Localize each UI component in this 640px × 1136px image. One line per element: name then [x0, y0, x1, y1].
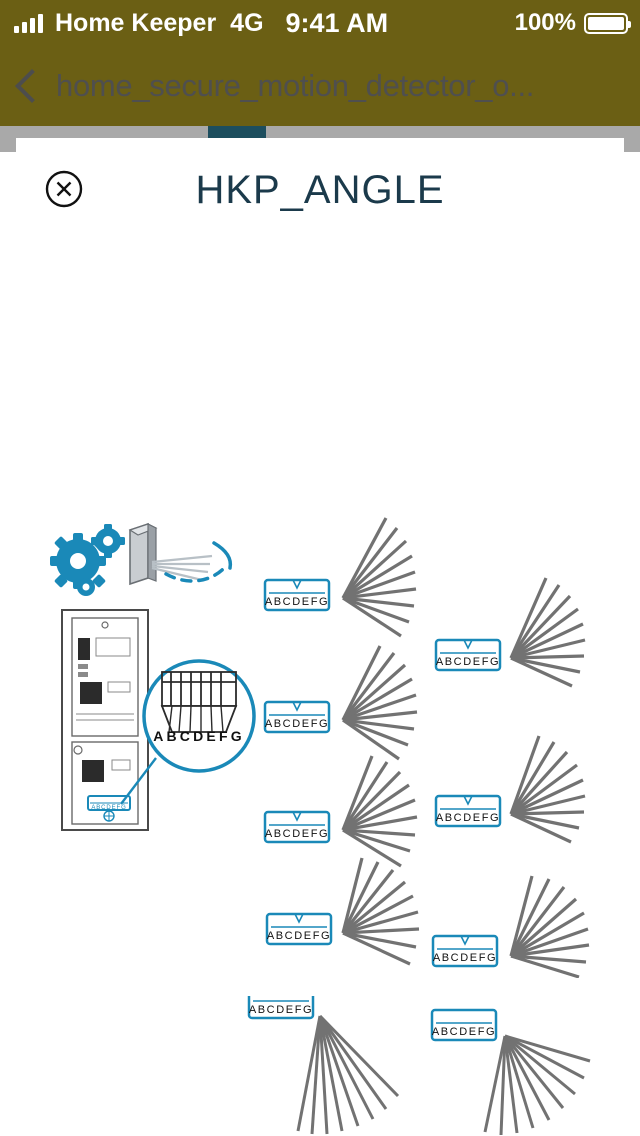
- switch-block-letters: ABCDEFG: [432, 952, 498, 964]
- switch-block-2: [436, 640, 500, 670]
- status-bar: [0, 0, 640, 46]
- fan-pattern-6: [511, 876, 589, 977]
- switch-block-letters: ABCDEFG: [266, 930, 332, 942]
- fan-pattern-3: [343, 646, 417, 759]
- switch-block-letters: ABCDEFG: [435, 812, 501, 824]
- switch-block-letters: ABCDEFG: [264, 596, 330, 608]
- fan-pattern-5: [343, 756, 417, 866]
- switch-block-letters: ABCDEFG: [264, 828, 330, 840]
- switch-block-6: [433, 936, 497, 966]
- control-panel-illustration: [62, 610, 148, 830]
- chevron-left-icon: [15, 69, 49, 103]
- bg-switch-letters: ABCDEFG: [431, 1026, 497, 1038]
- carrier-label: Home Keeper: [55, 8, 217, 37]
- motion-detector-icon: [130, 524, 230, 584]
- page-title: home_secure_motion_detector_o...: [56, 68, 535, 103]
- callout-switch-letters: ABCDEFG: [153, 728, 245, 744]
- image-viewer-modal: [16, 138, 624, 996]
- back-button[interactable]: [0, 46, 56, 126]
- gears-icon: [50, 524, 125, 596]
- switch-block-letters: ABCDEFG: [264, 718, 330, 730]
- background-diagram-bottom: [0, 996, 640, 1136]
- fan-pattern-1: [343, 518, 416, 636]
- status-bar-right: [515, 9, 628, 37]
- battery-percent-label: 100%: [514, 9, 576, 36]
- switch-block-letters: ABCDEFG: [435, 656, 501, 668]
- clock-label: 9:41 AM: [285, 7, 389, 38]
- network-type-label: 4G: [230, 8, 264, 37]
- fan-pattern-2: [511, 578, 585, 686]
- bg-switch-letters: ABCDEFG: [248, 1004, 314, 1016]
- switch-block-1: [265, 580, 329, 610]
- battery-full-icon: [584, 13, 628, 34]
- switch-block-7: [267, 914, 331, 944]
- navigation-bar: [0, 46, 640, 126]
- switch-block-4: [436, 796, 500, 826]
- fan-pattern-4: [511, 736, 585, 842]
- modal-title: HKP_ANGLE: [195, 168, 445, 212]
- signal-bars-icon: [14, 13, 43, 33]
- fan-pattern-7: [343, 858, 419, 964]
- svg-text:ABCDEFG: ABCDEFG: [91, 805, 127, 811]
- switch-block-3: [265, 702, 329, 732]
- switch-block-5: [265, 812, 329, 842]
- hkp-angle-diagram: [16, 338, 624, 978]
